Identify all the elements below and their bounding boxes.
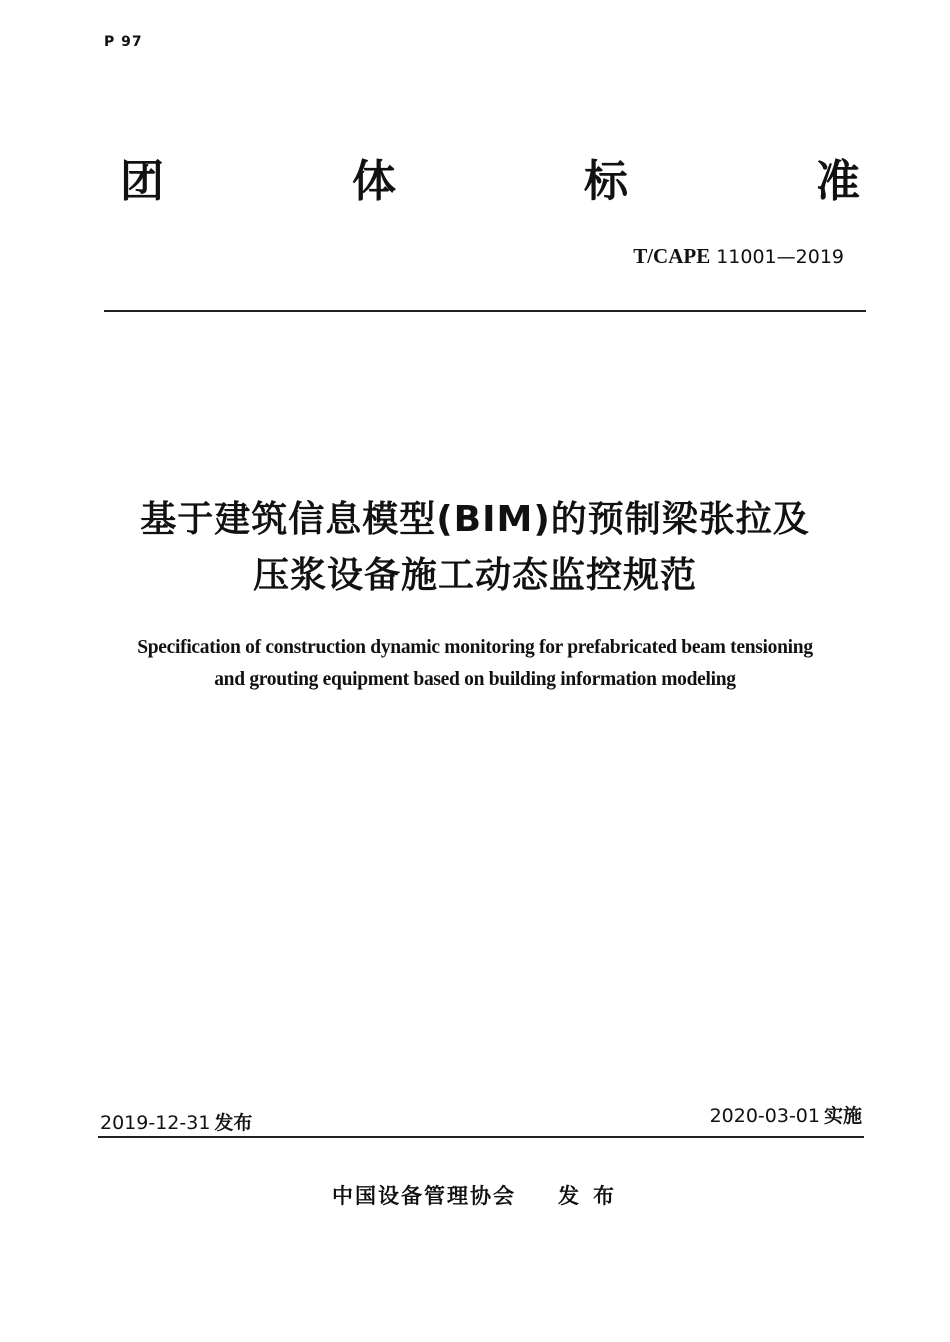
standard-number-value: 11001—2019 bbox=[716, 246, 844, 268]
issue-date-value: 2019-12-31 bbox=[100, 1112, 211, 1134]
issue-date-label: 发布 bbox=[214, 1112, 253, 1134]
implementation-date-label: 实施 bbox=[823, 1105, 862, 1127]
standard-type-heading bbox=[120, 152, 860, 212]
publisher bbox=[332, 1180, 628, 1210]
top-divider bbox=[104, 310, 866, 312]
standard-type-char: 标 bbox=[584, 156, 628, 207]
issue-date bbox=[100, 1108, 252, 1135]
standard-number-prefix: T/CAPE bbox=[633, 244, 711, 268]
implementation-date-value: 2020-03-01 bbox=[709, 1105, 820, 1127]
standard-number bbox=[633, 244, 844, 269]
chinese-title-line: 基于建筑信息模型(BIM)的预制梁张拉及 bbox=[140, 499, 810, 540]
english-title-line: and grouting equipment based on building information modeling bbox=[214, 669, 736, 690]
implementation-date bbox=[710, 1101, 862, 1128]
standard-type-char: 团 bbox=[120, 156, 164, 207]
chinese-title-line: 压浆设备施工动态监控规范 bbox=[252, 555, 697, 596]
standard-type-char: 准 bbox=[816, 156, 860, 207]
english-title-line: Specification of construction dynamic monitoring for prefabricated beam tensioning bbox=[137, 637, 813, 658]
english-title bbox=[60, 632, 890, 696]
bottom-divider bbox=[98, 1136, 864, 1138]
page-code: P 97 bbox=[104, 34, 143, 50]
standard-type-char: 体 bbox=[352, 156, 396, 207]
publisher-action: 发布 bbox=[558, 1184, 628, 1208]
chinese-title bbox=[60, 492, 890, 604]
publisher-name: 中国设备管理协会 bbox=[332, 1184, 516, 1208]
